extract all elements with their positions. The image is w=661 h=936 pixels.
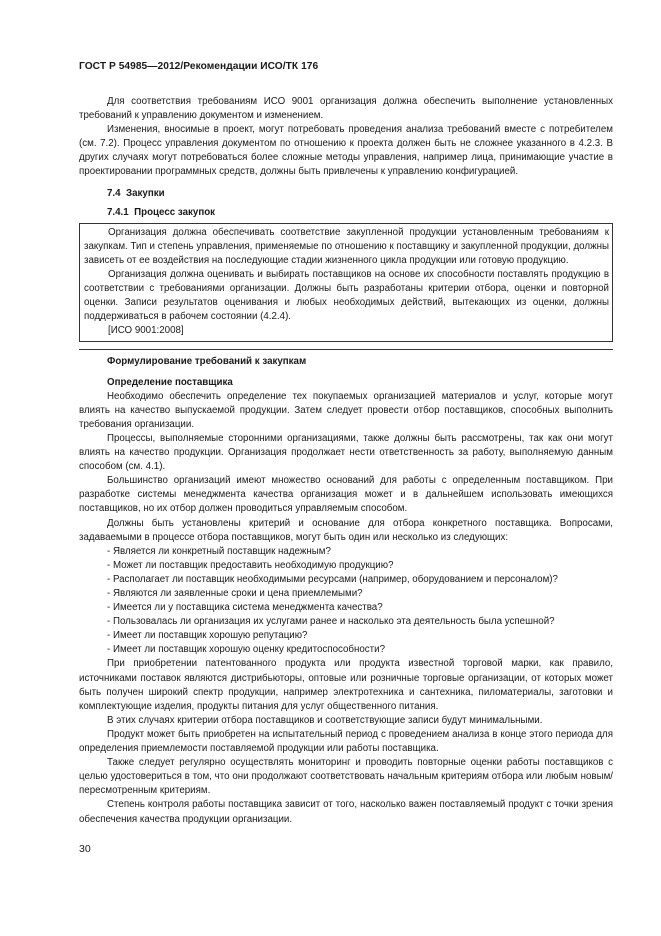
paragraph: При приобретении патентованного продукта или продукта известной торговой марки, как правило, источниками поставок являются дистрибьюторы, оптовые или розничные торговые организации, от которых может быть получен широкий спектр продукции, например электротехника и сантехника, пиломатериалы, заготовки и комплектующие изделия, продукты питания для услуг общественного питания.: [79, 658, 613, 712]
list-item: - Располагает ли поставщик необходимыми ресурсами (например, оборудованием и персоналом)?: [107, 573, 558, 585]
section-number: 7.4: [107, 187, 121, 199]
supplier-heading: Определение поставщика: [107, 376, 233, 388]
subsection-number: 7.4.1: [107, 206, 129, 218]
list-item: - Являются ли заявленные сроки и цена приемлемыми?: [107, 588, 363, 599]
paragraph: Необходимо обеспечить определение тех покупаемых организацией материалов и услуг, которые могут влиять на качество выпускаемой продукции. Затем следует провести отбор поставщиков, способных выполнить требования организации.: [79, 390, 613, 430]
list-item: - Имеет ли поставщик хорошую оценку кредитоспособности?: [107, 644, 385, 656]
section-heading: [79, 187, 613, 201]
paragraph: Также следует регулярно осуществлять мониторинг и проводить повторные оценки работы поставщиков с целью удостовериться в том, что они продолжают соответствовать начальным критериям отбора или любым новым/пересмотренным критериям.: [79, 757, 613, 797]
list-item: - Является ли конкретный поставщик надежным?: [107, 545, 331, 557]
subsection-title: Процесс закупок: [134, 206, 216, 218]
paragraph: Изменения, вносимые в проект, могут потребовать проведения анализа требований вместе с потребителем (см. 7.2). Процесс управления документом по отношению к проекта должен быть не сложнее указанного в 4.2.3. В других случаях могут потребоваться более сложные методы управления, например лица, принимающие участие в проектировании программных средств, должны быть привлечены к управлению конфигурацией.: [79, 124, 613, 178]
document-body: [79, 95, 613, 827]
paragraph: Процессы, выполняемые сторонними организациями, также должны быть рассмотрены, так как они могут влиять на качество продукции. Организация продолжает нести ответственность за работу, выполняемую данным способом (см. 4.1).: [79, 432, 613, 473]
section-title: Закупки: [125, 187, 165, 199]
paragraph: Для соответствия требованиям ИСО 9001 организация должна обеспечить выполнение установленных требований к управлению документом и изменением.: [79, 96, 613, 122]
list-item: - Может ли поставщик предоставить необходимую продукцию?: [107, 559, 394, 571]
list-item: - Имеется ли у поставщика система менеджмента качества?: [107, 602, 383, 614]
standard-quote-box: [79, 223, 613, 342]
question-list: [79, 545, 613, 658]
quote-paragraph: Организация должна оценивать и выбирать поставщиков на основе их способности поставлять продукцию в соответствии с требованиями организации. Должны быть разработаны критерии отбора, оценки и повторной оценки. Записи результатов оценивания и любых необходимых действий, вытекающих из оценки, должны поддерживаться в рабочем состоянии (4.2.4).: [84, 269, 609, 323]
paragraph: В этих случаях критерии отбора поставщиков и соответствующие записи будут минимальными.: [107, 714, 543, 726]
document-header: ГОСТ Р 54985—2012/Рекомендации ИСО/ТК 176: [79, 61, 319, 72]
quote-source: [ИСО 9001:2008]: [108, 325, 184, 337]
paragraph: Большинство организаций имеют множество оснований для работы с определенным поставщиком. При разработке системы менеджмента качества организация может и в дальнейшем использовать имеющихся поставщиков, но их отбор должен проводиться управляемым способом.: [79, 475, 613, 515]
list-item: - Имеет ли поставщик хорошую репутацию?: [107, 630, 308, 642]
paragraph: Должны быть установлены критерий и основание для отбора конкретного поставщика. Вопросами, задаваемыми в процессе отбора поставщиков, могут быть один или несколько из следующих:: [79, 517, 613, 543]
list-item: - Пользовалась ли организация их услугами ранее и насколько эта деятельность была успешной?: [107, 616, 555, 628]
requirements-heading: Формулирование требований к закупкам: [107, 355, 307, 367]
paragraph: Продукт может быть приобретен на испытательный период с проведением анализа в конце этого периода для определения приемлемости поставляемой продукции или работы поставщика.: [79, 728, 613, 755]
quote-paragraph: Организация должна обеспечивать соответствие закупленной продукции установленным требованиям к закупкам. Тип и степень управления, применяемые по отношению к поставщику и закупленной продукции, должны зависеть от ее воздействия на последующие стадии жизненного цикла продукции или готовую продукцию.: [84, 226, 609, 266]
paragraph: Степень контроля работы поставщика зависит от того, насколько важен поставляемый продукт с точки зрения обеспечения качества продукции организации.: [79, 799, 613, 825]
subsection-heading: [79, 206, 613, 220]
page-number: 30: [79, 843, 91, 855]
